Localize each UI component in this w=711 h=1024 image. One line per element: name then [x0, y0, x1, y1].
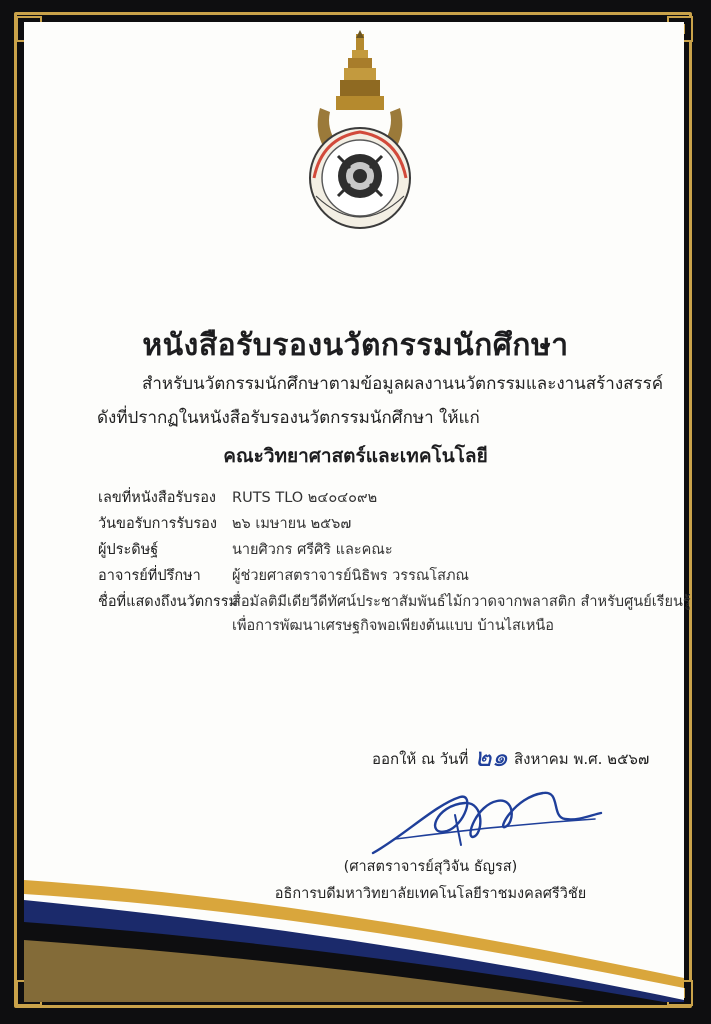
issue-date-prefix: ออกให้ ณ วันที่ [372, 750, 469, 768]
detail-row-request-date [98, 512, 678, 538]
intro-line-1: สำหรับนวัตกรรมนักศึกษาตามข้อมูลผลงานนวัตกรรมและงานสร้างสรรค์ [142, 374, 664, 394]
detail-row-innovation [98, 590, 691, 638]
detail-row-cert-no [98, 486, 678, 512]
signature [365, 775, 605, 865]
detail-value: สื่อมัลติมีเดียวีดีทัศน์ประชาสัมพันธ์ไม้กวาดจากพลาสติก สำหรับศูนย์เรียนรู้ [232, 594, 691, 610]
detail-row-advisor [98, 564, 678, 590]
intro-line-2: ดังที่ปรากฏในหนังสือรับรองนวัตกรรมนักศึกษา ให้แก่ [97, 408, 480, 428]
recipient-name: คณะวิทยาศาสตร์และเทคโนโลยี [223, 445, 488, 467]
detail-label: ชื่อที่แสดงถึงนวัตกรรม [98, 594, 239, 610]
detail-label: เลขที่หนังสือรับรอง [98, 490, 216, 506]
signer-name: (ศาสตราจารย์สุวิจัน ธัญรส) [343, 859, 518, 875]
detail-value: นายศิวกร ศรีศิริ และคณะ [232, 542, 393, 558]
detail-value: ๒๖ เมษายน ๒๕๖๗ [232, 516, 352, 532]
detail-value: ผู้ช่วยศาสตราจารย์นิธิพร วรรณโสภณ [232, 568, 469, 584]
certificate-title: หนังสือรับรองนวัตกรรมนักศึกษา [142, 328, 569, 363]
issue-date [372, 735, 649, 776]
detail-label: อาจารย์ที่ปรึกษา [98, 568, 201, 584]
issue-date-rest: สิงหาคม พ.ศ. ๒๕๖๗ [513, 750, 650, 768]
detail-row-inventor [98, 538, 678, 564]
certificate-details [98, 486, 691, 638]
signer-position: อธิการบดีมหาวิทยาลัยเทคโนโลยีราชมงคลศรีวิชัย [274, 886, 587, 902]
detail-label: วันขอรับการรับรอง [98, 516, 217, 532]
detail-value: RUTS TLO ๒๔๐๔๐๙๒ [232, 490, 378, 506]
university-seal [292, 28, 428, 233]
issue-day: ๒๑ [474, 743, 508, 773]
detail-label: ผู้ประดิษฐ์ [98, 542, 159, 558]
detail-value: เพื่อการพัฒนาเศรษฐกิจพอเพียงต้นแบบ บ้านไสเหนือ [232, 618, 555, 634]
